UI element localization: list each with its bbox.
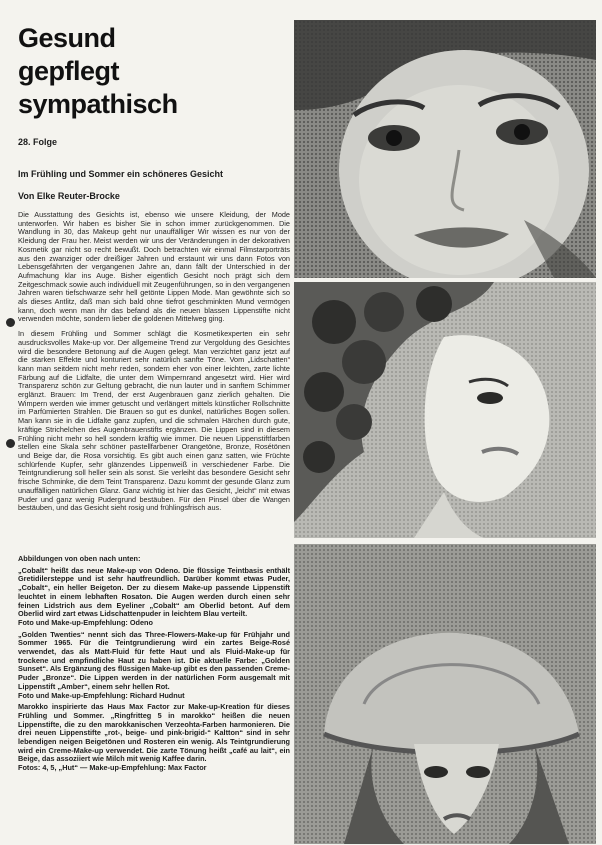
portrait-photo-profile — [294, 282, 596, 538]
body-paragraph: Die Ausstattung des Gesichts ist, ebenso wie unsere Kleidung, der Mode unterworfen. Wir haben es bisher Sie in schon immer zurückgenommen. Die Wandlung in 30, das Makeup geht nur unauffälliger Wir wissen es nur von der Kleidung der Frau her. Meist werden wir uns der Veränderungen in der dekorativen Kosmetik gar nicht so recht bewußt. Doch betrachten wir einmal Filmstarporträts aus den zwanziger oder dreißiger Jahren und erstaunt wir uns dann Fotos von Lebensgefährten der vergangenen Jahre an, dann fällt der Unterschied in der Aufmachung klar ins Auge. Bisher eigentlich Gesicht noch prägt sich dem Zeitgeschmack sowie auch individuell mit Zeugenführungen, so in den vergangenen Jahren waren tiefschwarze sehr hell getönte Lippen Mode. Man gewöhnte sich so als dieses Antlitz, daß man sich bald ohne tiefrot geschminkten Mund vermögen kann, doch wenn man ihr das befand als die neuen blassen Lippenstifte nicht verwenden möchte, sondern lieber die goldenen Mittelweg ging. — [18, 210, 290, 324]
captions-heading: Abbildungen von oben nach unten: — [18, 554, 141, 563]
caption-text: „Golden Twenties“ nennt sich das Three-Flowers-Make-up für Frühjahr und Sommer 1965. Für die Teintgrundierung wird ein zartes Beige-Rosé verwendet, das als Matt-Fluid für fette Haut und als Fluid-Make-up für trockene und empfindliche Haut zu haben ist. Die aktuelle Farbe: „Golden Sunset“. Als Ergänzung des flüssigen Make-up gibt es den passenden Creme-Puder „Bronze“. Die Lippen werden in der natürlichen Form ausgemalt mit Lippenstift „Amber“, einem sehr hellen Rot. — [18, 629, 290, 691]
photo-credit: Foto und Make-up-Empfehlung: Odeno — [18, 617, 153, 627]
photo-captions — [18, 555, 290, 773]
binder-hole — [6, 318, 15, 327]
title-line: sympathisch — [18, 89, 178, 119]
title-line: Gesund — [18, 23, 116, 53]
author-byline: Von Elke Reuter-Brocke — [18, 191, 120, 201]
article-subtitle: Im Frühling und Sommer ein schöneres Gesicht — [18, 169, 224, 179]
binder-hole — [6, 439, 15, 448]
article-title — [18, 22, 290, 121]
photo-credit: Fotos: 4, 5, „Hut“ — Make-up-Empfehlung: Max Factor — [18, 763, 207, 773]
article-column — [18, 22, 290, 513]
photo-credit: Foto und Make-up-Empfehlung: Richard Hudnut — [18, 690, 185, 700]
caption-text: Marokko inspirierte das Haus Max Factor zur Make-up-Kreation für dieses Frühling und Sommer. „Ringfritteg 5 in marokko“ heißen die neuen Lippenstifte, die zu den marokkanischen Verzeohta-Farben harmonieren. Die drei neuen Lippenstifte „rot-, beige- und pink-brigid-“ Kaltton“ sind in sehr lebendigen neigen Beigetönen und Rosteren ein wenig. Als Teintgrundierung wird ein Creme-Make-up verwendet. Die zarte Tönung heißt „café au lait“, ein Beige, das assoziiert wie Milch mit wenig Kaffee darin. — [18, 702, 290, 764]
body-paragraph: In diesem Frühling und Sommer schlägt die Kosmetikexperten ein sehr ausdrucksvolles Make-up vor. Der allgemeine Trend zur Vergoldung des Gesichtes wird die besondere Betonung auf die Augen gelegt. Man verzichtet ganz jetzt auf die starken Effekte und konturiert sehr natürlich sanfte Töne. Vom „Lidschatten“ kann man seitdem nicht mehr reden, sondern eher von einer leichten, zarte lichte Färbung auf die Lidfalte, die unter dem Wimpernrand angesetzt wird. Hier wird Transparenz schön zur Geltung gebracht, die nun lauter und in sanftem Schimmer erglänzt. Brauen: Im Trend, der erst Augenbrauen ganz zierlich gehalten. Die Wimpern werden wie immer getuscht und verlängert mittels künstlicher Rollschnitte im Parfümierten Strahlen. Die Brauen so gut es dunkel, natürliches Bogen sollen. Man kann sie in die Lidfalte ganz zupfen, und die schmalen Härchen durch gute, kräftige Strichelchen des Augenbrauenstifts ergänzen. Die Lippen sind in diesem Frühling nicht mehr so hell sondern kräftig wie immer. Die neuen Lippenstiftfarben stellen eine Skala sehr schöner pastellfarbener Orangetöne, Bronze, Rosétönen und Beige dar, die Rosa vorsichtig. Es gibt auch einen ganz satten, wie Früchte schlürfende Kupfer, sehr glänzendes Lippenweiß in verschiedener Farbe. Die Teintgrundierung soll heller sein als sonst. Sie verleiht das besondere Gesicht sehr frische Schminke, die dem Teint Transparenz. Dazu kommt der gesunde Glanz zum unauffälligen natürlichen Glanz. Ganz wichtig ist hier das Gesicht, „leicht“ mit etwas Puder und ganz wenig Pudergrund bestäuben. Für den Pinsel über die Wangen bestäuben, und das Gesicht sieht rosig und frühlingsfrisch aus. — [18, 329, 290, 513]
title-line: gepflegt — [18, 56, 119, 86]
portrait-photo-closeup — [294, 20, 596, 278]
series-number: 28. Folge — [18, 137, 58, 147]
caption-text: „Cobalt“ heißt das neue Make-up von Odeno. Die flüssige Teintbasis enthält Gretidilersteppe und ist sehr hautfreundlich. Darüber kommt etwas Puder, „Cobalt“, ein heller Beigeton. Der zu diesem Make-up passende Lippenstift leuchtet in einem lebhaften Rosaton. Die Augen werden durch einen sehr feinen Lidstrich aus dem Eyeliner „Cobalt“ am Oberlid betont. Auf dem Oberlid wird zart etwas Lidschattenpuder in leichtem Blau verteilt. — [18, 565, 290, 619]
portrait-photo-hat — [294, 544, 596, 844]
